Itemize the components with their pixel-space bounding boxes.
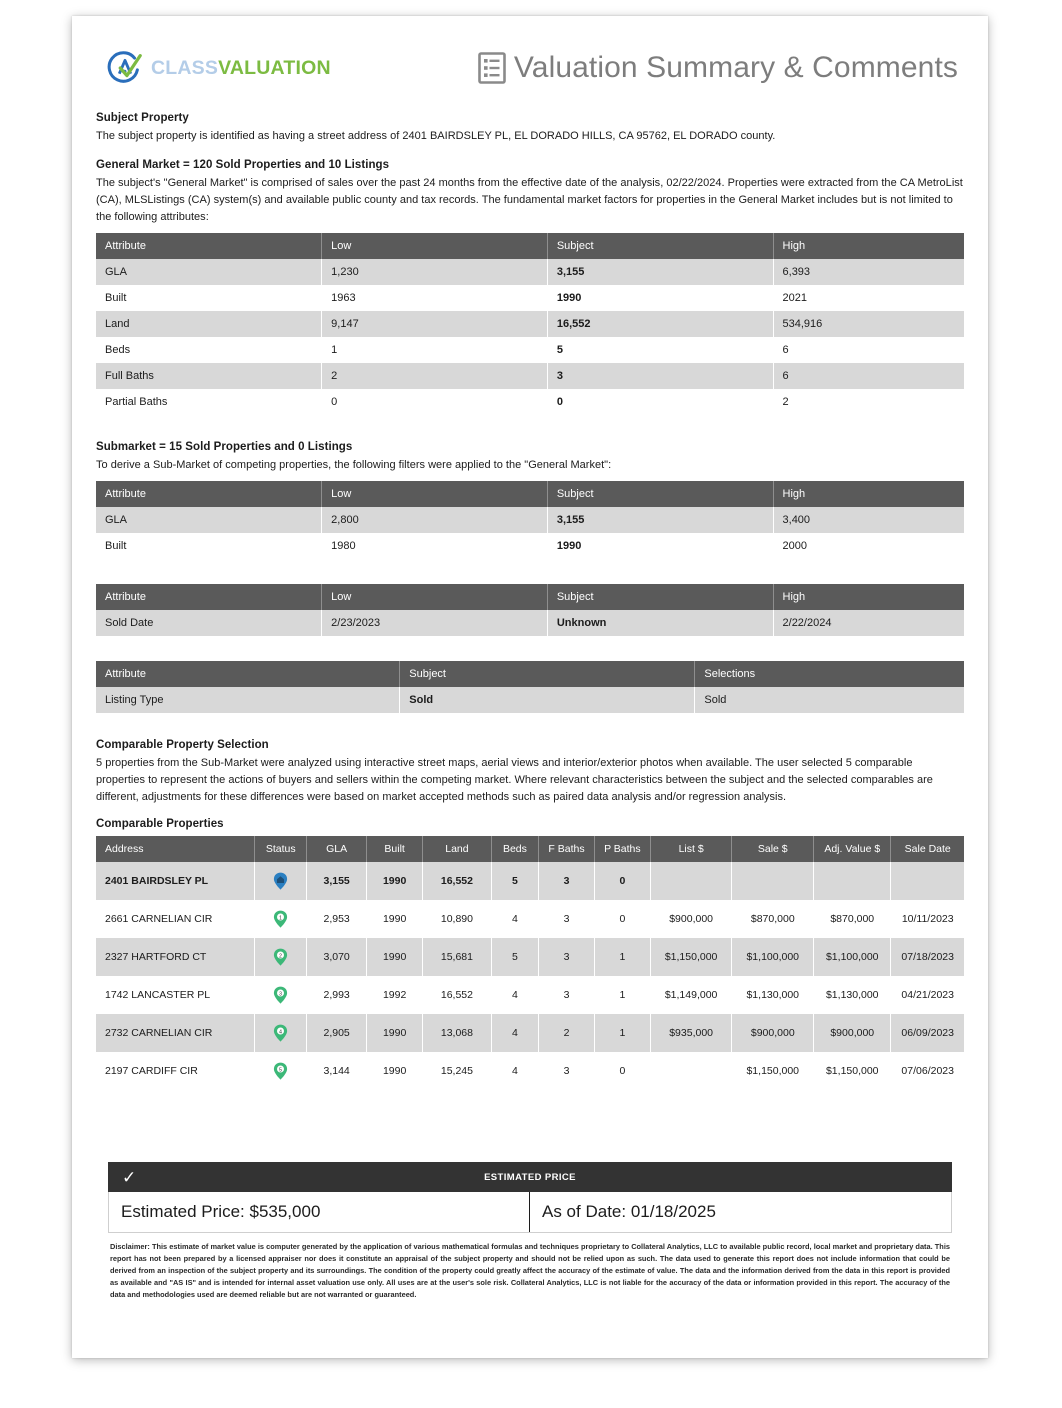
- cell-address: 2197 CARDIFF CIR: [96, 1052, 255, 1090]
- col-gla: GLA: [307, 836, 367, 862]
- comp-pin-icon: [273, 910, 288, 928]
- col-high: High: [773, 584, 964, 610]
- cell-high: 2000: [773, 533, 964, 559]
- comp-pin-number: 4: [279, 1029, 283, 1036]
- table-row: [96, 389, 964, 415]
- cell-low: 2,800: [322, 507, 548, 533]
- class-valuation-logo: [106, 49, 331, 87]
- comp-pin-number: 3: [279, 991, 283, 998]
- cell-sale: $1,100,000: [732, 938, 814, 976]
- comp-pin-number: 2: [279, 953, 283, 960]
- col-high: High: [773, 481, 964, 507]
- cell-address: 2661 CARNELIAN CIR: [96, 900, 255, 938]
- cell-p-baths: 0: [594, 862, 650, 900]
- cell-subject: 5: [547, 337, 773, 363]
- table-row: [96, 507, 964, 533]
- table-row: [96, 337, 964, 363]
- table-header-row: [96, 661, 964, 687]
- cell-gla: 3,155: [307, 862, 367, 900]
- cell-status: [255, 976, 307, 1014]
- subject-home-pin-icon: [273, 872, 288, 890]
- cell-attribute: Built: [96, 533, 322, 559]
- table-row[interactable]: [96, 938, 964, 976]
- col-sale: Sale $: [732, 836, 814, 862]
- col-list: List $: [650, 836, 732, 862]
- cell-adj-value: $870,000: [814, 900, 891, 938]
- checkmark-icon: ✓: [122, 1167, 137, 1187]
- cell-gla: 2,953: [307, 900, 367, 938]
- cell-sale: [732, 862, 814, 900]
- cell-land: 15,245: [423, 1052, 492, 1090]
- cell-built: 1990: [367, 1052, 423, 1090]
- report-page: [72, 16, 988, 1358]
- estimated-price-section: [108, 1162, 952, 1233]
- cell-p-baths: 1: [594, 1014, 650, 1052]
- table-row: [96, 533, 964, 559]
- col-attribute: Attribute: [96, 233, 322, 259]
- col-subject: Subject: [547, 584, 773, 610]
- general-market-text: The subject's "General Market" is comprised of sales over the past 24 months from the effective date of the analysis, 02/22/2024. Properties were extracted from the CA MetroList (CA), MLSListings (CA) system(s) and available public county and tax records. The fundamental market factors for properties in the General Market includes but is not limited to the following attributes:: [96, 177, 963, 224]
- cell-f-baths: 3: [539, 862, 595, 900]
- cell-subject: 3,155: [547, 507, 773, 533]
- cell-attribute: GLA: [96, 507, 322, 533]
- table-row[interactable]: [96, 862, 964, 900]
- cell-list: [650, 862, 732, 900]
- cell-beds: 4: [491, 1014, 538, 1052]
- subject-property-heading: Subject Property: [96, 112, 189, 124]
- col-low: Low: [322, 584, 548, 610]
- col-subject: Subject: [547, 481, 773, 507]
- cell-land: 16,552: [423, 862, 492, 900]
- cell-land: 13,068: [423, 1014, 492, 1052]
- submarket-listing-type-table: [96, 661, 964, 713]
- cell-attribute: Listing Type: [96, 687, 400, 713]
- estimated-price-as-of-date: As of Date: 01/18/2025: [542, 1202, 716, 1222]
- clipboard-list-icon: [477, 51, 507, 85]
- cell-high: 2: [773, 389, 964, 415]
- cell-sale: $1,130,000: [732, 976, 814, 1014]
- cell-status: [255, 1052, 307, 1090]
- cell-f-baths: 2: [539, 1014, 595, 1052]
- general-market-heading: General Market = 120 Sold Properties and 10 Listings: [96, 159, 390, 172]
- table-row: [96, 259, 964, 285]
- table-row: [96, 610, 964, 636]
- cell-gla: 3,070: [307, 938, 367, 976]
- general-market-table: [96, 233, 964, 415]
- cell-subject: 3: [547, 363, 773, 389]
- col-f-baths: F Baths: [539, 836, 595, 862]
- cell-attribute: Sold Date: [96, 610, 322, 636]
- cell-subject: 0: [547, 389, 773, 415]
- cell-beds: 5: [491, 862, 538, 900]
- cell-f-baths: 3: [539, 976, 595, 1014]
- cell-status: [255, 862, 307, 900]
- cell-built: 1992: [367, 976, 423, 1014]
- cell-adj-value: $900,000: [814, 1014, 891, 1052]
- cell-sale-date: 06/09/2023: [891, 1014, 964, 1052]
- cell-sale: $900,000: [732, 1014, 814, 1052]
- cell-high: 2021: [773, 285, 964, 311]
- comp-pin-number: 5: [279, 1067, 283, 1074]
- estimated-price-value: Estimated Price: $535,000: [109, 1192, 530, 1232]
- table-header-row: [96, 481, 964, 507]
- cell-sale-date: 10/11/2023: [891, 900, 964, 938]
- comparable-properties-subheading: Comparable Properties: [96, 818, 224, 831]
- estimated-price-row: [108, 1192, 952, 1233]
- subject-property-text: The subject property is identified as having a street address of 2401 BAIRDSLEY PL, EL DORADO HILLS, CA 95762, EL DORADO county.: [96, 130, 776, 142]
- cell-list: $935,000: [650, 1014, 732, 1052]
- cell-high: 534,916: [773, 311, 964, 337]
- cell-attribute: Beds: [96, 337, 322, 363]
- col-adj-value: Adj. Value $: [814, 836, 891, 862]
- cell-p-baths: 0: [594, 1052, 650, 1090]
- cell-adj-value: $1,100,000: [814, 938, 891, 976]
- estimated-price-band: [108, 1162, 952, 1192]
- submarket-sold-date-table: [96, 584, 964, 636]
- col-low: Low: [322, 233, 548, 259]
- cell-built: 1990: [367, 900, 423, 938]
- estimated-price-band-label: ESTIMATED PRICE: [484, 1171, 576, 1183]
- cell-built: 1990: [367, 938, 423, 976]
- page-title: Valuation Summary & Comments: [513, 51, 958, 84]
- cell-subject: Sold: [400, 687, 695, 713]
- cell-status: [255, 1014, 307, 1052]
- cell-subject: 1990: [547, 285, 773, 311]
- cell-sale: $1,150,000: [732, 1052, 814, 1090]
- cell-attribute: Full Baths: [96, 363, 322, 389]
- cell-sale-date: 04/21/2023: [891, 976, 964, 1014]
- cell-sale-date: 07/18/2023: [891, 938, 964, 976]
- comp-pin-number: 1: [279, 915, 283, 922]
- col-subject: Subject: [400, 661, 695, 687]
- cell-land: 15,681: [423, 938, 492, 976]
- cell-subject: Unknown: [547, 610, 773, 636]
- col-attribute: Attribute: [96, 661, 400, 687]
- submarket-text: To derive a Sub-Market of competing properties, the following filters were applied to the "General Market":: [96, 459, 612, 472]
- cell-p-baths: 0: [594, 900, 650, 938]
- page-title-block: [477, 51, 958, 85]
- cell-beds: 4: [491, 976, 538, 1014]
- cell-attribute: Built: [96, 285, 322, 311]
- cell-p-baths: 1: [594, 938, 650, 976]
- cell-high: 6,393: [773, 259, 964, 285]
- cell-high: 6: [773, 337, 964, 363]
- cell-built: 1990: [367, 862, 423, 900]
- cell-land: 10,890: [423, 900, 492, 938]
- cell-adj-value: [814, 862, 891, 900]
- comparable-selection-heading: Comparable Property Selection: [96, 739, 269, 752]
- cell-adj-value: $1,130,000: [814, 976, 891, 1014]
- cell-attribute: Land: [96, 311, 322, 337]
- col-land: Land: [423, 836, 492, 862]
- col-p-baths: P Baths: [594, 836, 650, 862]
- table-row: [96, 311, 964, 337]
- cell-address: 2401 BAIRDSLEY PL: [96, 862, 255, 900]
- cell-low: 1: [322, 337, 548, 363]
- table-row: [96, 687, 964, 713]
- col-selections: Selections: [695, 661, 964, 687]
- cell-low: 9,147: [322, 311, 548, 337]
- cell-low: 2/23/2023: [322, 610, 548, 636]
- cell-sale-date: 07/06/2023: [891, 1052, 964, 1090]
- col-built: Built: [367, 836, 423, 862]
- cell-address: 1742 LANCASTER PL: [96, 976, 255, 1014]
- cell-selections: Sold: [695, 687, 964, 713]
- col-status: Status: [255, 836, 307, 862]
- cell-attribute: GLA: [96, 259, 322, 285]
- cell-low: 1963: [322, 285, 548, 311]
- cell-list: $1,150,000: [650, 938, 732, 976]
- cell-list: [650, 1052, 732, 1090]
- cell-low: 1,230: [322, 259, 548, 285]
- table-row: [96, 285, 964, 311]
- col-beds: Beds: [491, 836, 538, 862]
- col-sale-date: Sale Date: [891, 836, 964, 862]
- cell-high: 3,400: [773, 507, 964, 533]
- cell-address: 2732 CARNELIAN CIR: [96, 1014, 255, 1052]
- col-attribute: Attribute: [96, 584, 322, 610]
- cell-list: $900,000: [650, 900, 732, 938]
- cell-built: 1990: [367, 1014, 423, 1052]
- comparable-properties-table: [96, 836, 964, 1090]
- table-header-row: [96, 584, 964, 610]
- submarket-heading: Submarket = 15 Sold Properties and 0 Listings: [96, 441, 353, 454]
- cell-beds: 5: [491, 938, 538, 976]
- cell-gla: 2,993: [307, 976, 367, 1014]
- comp-pin-icon: [273, 986, 288, 1004]
- cell-low: 1980: [322, 533, 548, 559]
- cell-land: 16,552: [423, 976, 492, 1014]
- cell-beds: 4: [491, 900, 538, 938]
- cell-gla: 2,905: [307, 1014, 367, 1052]
- table-row[interactable]: [96, 1014, 964, 1052]
- report-header: [96, 38, 964, 98]
- cell-status: [255, 938, 307, 976]
- cell-sale-date: [891, 862, 964, 900]
- cell-high: 2/22/2024: [773, 610, 964, 636]
- logo-text-class: CLASS: [151, 56, 219, 79]
- cell-subject: 3,155: [547, 259, 773, 285]
- cell-f-baths: 3: [539, 900, 595, 938]
- disclaimer-text: Disclaimer: This estimate of market value is computer generated by the application of various mathematical formulas and techniques proprietary to Collateral Analytics, LLC to available public record, local market and proprietary data. This report has not been prepared by a licensed appraiser nor does it constitute an appraisal of the subject property and should not be relied upon as such. The data used to generate this report does not include information that could be derived from an inspection of the subject property and its surroundings. The condition of the property could greatly affect the accuracy of the estimate of value. The data and the information derived from the data in this report is provided as available and "AS IS" and is intended for internal asset valuation use only. All uses are at the user's sole risk. Collateral Analytics, LLC is not liable for the accuracy of the data or information provided in this report. The accuracy of the data and methodologies used are deemed reliable but are not warranted or guaranteed.: [110, 1242, 950, 1300]
- table-row[interactable]: [96, 900, 964, 938]
- col-low: Low: [322, 481, 548, 507]
- table-row: [96, 363, 964, 389]
- col-attribute: Attribute: [96, 481, 322, 507]
- cell-address: 2327 HARTFORD CT: [96, 938, 255, 976]
- submarket-filters-table: [96, 481, 964, 559]
- cell-subject: 16,552: [547, 311, 773, 337]
- cell-sale: $870,000: [732, 900, 814, 938]
- cell-beds: 4: [491, 1052, 538, 1090]
- table-header-row: [96, 836, 964, 862]
- comparable-selection-text: 5 properties from the Sub-Market were analyzed using interactive street maps, aerial views and interior/exterior photos when available. The user selected 5 comparable properties to represent the actions of buyers and sellers within the competing market. Where relevant characteristics between the subject and the selected comparables are different, adjustments for these differences were based on market accepted methods such as paired data analysis and/or regression analysis.: [96, 757, 933, 804]
- cell-f-baths: 3: [539, 938, 595, 976]
- comp-pin-icon: [273, 948, 288, 966]
- cell-low: 2: [322, 363, 548, 389]
- table-row[interactable]: [96, 976, 964, 1014]
- cell-adj-value: $1,150,000: [814, 1052, 891, 1090]
- cell-low: 0: [322, 389, 548, 415]
- table-row[interactable]: [96, 1052, 964, 1090]
- cell-list: $1,149,000: [650, 976, 732, 1014]
- comp-pin-icon: [273, 1024, 288, 1042]
- cell-gla: 3,144: [307, 1052, 367, 1090]
- cell-status: [255, 900, 307, 938]
- cell-attribute: Partial Baths: [96, 389, 322, 415]
- logo-text-valuation: VALUATION: [218, 56, 331, 79]
- table-header-row: [96, 233, 964, 259]
- cell-subject: 1990: [547, 533, 773, 559]
- cell-high: 6: [773, 363, 964, 389]
- col-address: Address: [96, 836, 255, 862]
- cell-f-baths: 3: [539, 1052, 595, 1090]
- class-valuation-check-icon: [106, 49, 144, 87]
- col-high: High: [773, 233, 964, 259]
- comp-pin-icon: [273, 1062, 288, 1080]
- cell-p-baths: 1: [594, 976, 650, 1014]
- col-subject: Subject: [547, 233, 773, 259]
